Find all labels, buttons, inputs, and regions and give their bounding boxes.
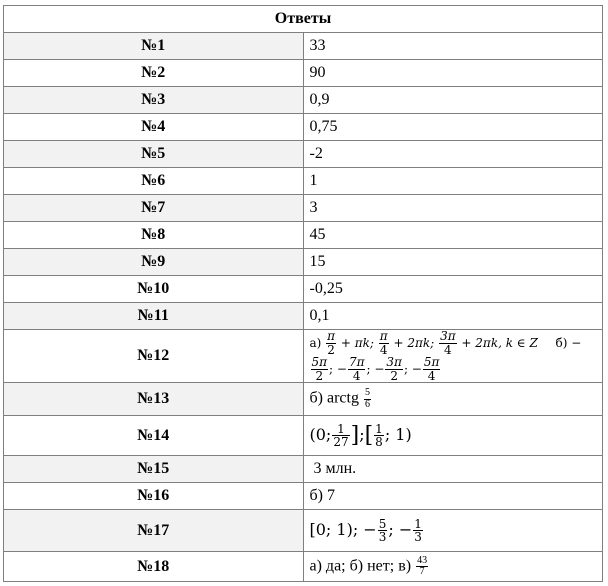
fraction: $\frac{\pi}{4}$ <box>379 329 388 357</box>
table-row <box>4 87 603 114</box>
answer-number: №15 <box>4 456 304 483</box>
answer-value: б) 7 <box>303 483 603 510</box>
answer-value: 0,1 <box>303 303 603 330</box>
table-title: Ответы <box>4 6 603 33</box>
table-row <box>4 416 603 456</box>
answer-value: 15 <box>303 249 603 276</box>
answer-value: 3 млн. <box>303 456 603 483</box>
table-row <box>4 195 603 222</box>
fraction: $\frac{1}{3}$ <box>414 516 422 545</box>
answer-number: №3 <box>4 87 304 114</box>
answer-value-formula <box>303 330 603 383</box>
formula: (0; $\frac{1}{27}$ ];[ $\frac{1}{8}$ ; 1) <box>309 421 412 450</box>
answer-value: 1 <box>303 168 603 195</box>
answer-value: -2 <box>303 141 603 168</box>
fraction: $\frac{5\pi}{2}$ <box>311 355 328 383</box>
answer-value: 3 <box>303 195 603 222</box>
table-row <box>4 168 603 195</box>
table-row <box>4 383 603 416</box>
table-row <box>4 141 603 168</box>
table-row <box>4 33 603 60</box>
answer-value: 45 <box>303 222 603 249</box>
answer-value-formula <box>303 416 603 456</box>
table-row <box>4 222 603 249</box>
answer-number: №4 <box>4 114 304 141</box>
answer-value: 0,9 <box>303 87 603 114</box>
answers-table-wrapper <box>3 5 605 582</box>
answers-table <box>3 5 603 582</box>
answer-number: №16 <box>4 483 304 510</box>
table-row <box>4 249 603 276</box>
answer-number: №7 <box>4 195 304 222</box>
answer-value: -0,25 <box>303 276 603 303</box>
fraction: $\frac{1}{8}$ <box>375 421 383 450</box>
answer-value: б) arctg $\frac{5}{6}$ <box>303 383 603 416</box>
formula: [0; 1); − $\frac{5}{3}$ ; − $\frac{1}{3}$ <box>309 516 422 545</box>
table-row <box>4 483 603 510</box>
answer-number: №9 <box>4 249 304 276</box>
answer-number: №8 <box>4 222 304 249</box>
fraction: $\frac{7\pi}{4}$ <box>348 355 365 383</box>
answer-value: а) да; б) нет; в) $\frac{43}{7}$ <box>303 552 603 582</box>
fraction: $\frac{3\pi}{4}$ <box>440 329 456 357</box>
fraction: $\frac{\pi}{2}$ <box>327 329 336 357</box>
formula: а) $\frac{\pi}{2}$ + πk; $\frac{\pi}{4}$ + 2πk; $\frac{3\pi}{4}$ + 2πk, k ∈ Z б) − $\frac{5\pi}{2}$ ; − $\frac{7\pi}{4}$ ; − $\frac{3\pi}{2}$ ; − $\frac{5\pi}{4}$ <box>309 329 582 383</box>
fraction: $\frac{5\pi}{4}$ <box>423 355 440 383</box>
table-row <box>4 303 603 330</box>
answer-number: №13 <box>4 383 304 416</box>
table-row <box>4 276 603 303</box>
fraction: $\frac{3\pi}{2}$ <box>386 355 402 383</box>
fraction: $\frac{43}{7}$ <box>417 554 428 578</box>
answer-number: №11 <box>4 303 304 330</box>
answer-number: №1 <box>4 33 304 60</box>
fraction: $\frac{1}{27}$ <box>333 421 349 450</box>
fraction: $\frac{5}{6}$ <box>364 387 370 410</box>
answer-number: №17 <box>4 510 304 552</box>
answer-value-formula <box>303 510 603 552</box>
table-row <box>4 456 603 483</box>
answer-number: №5 <box>4 141 304 168</box>
answer-value: 0,75 <box>303 114 603 141</box>
answer-number: №12 <box>4 330 304 383</box>
answer-number: №18 <box>4 552 304 582</box>
table-row <box>4 330 603 383</box>
answer-value: 33 <box>303 33 603 60</box>
table-row <box>4 114 603 141</box>
table-row <box>4 60 603 87</box>
fraction: $\frac{5}{3}$ <box>378 516 387 545</box>
answer-number: №2 <box>4 60 304 87</box>
answer-number: №6 <box>4 168 304 195</box>
table-row <box>4 552 603 582</box>
answer-value: 90 <box>303 60 603 87</box>
answer-number: №10 <box>4 276 304 303</box>
answer-number: №14 <box>4 416 304 456</box>
table-row <box>4 510 603 552</box>
